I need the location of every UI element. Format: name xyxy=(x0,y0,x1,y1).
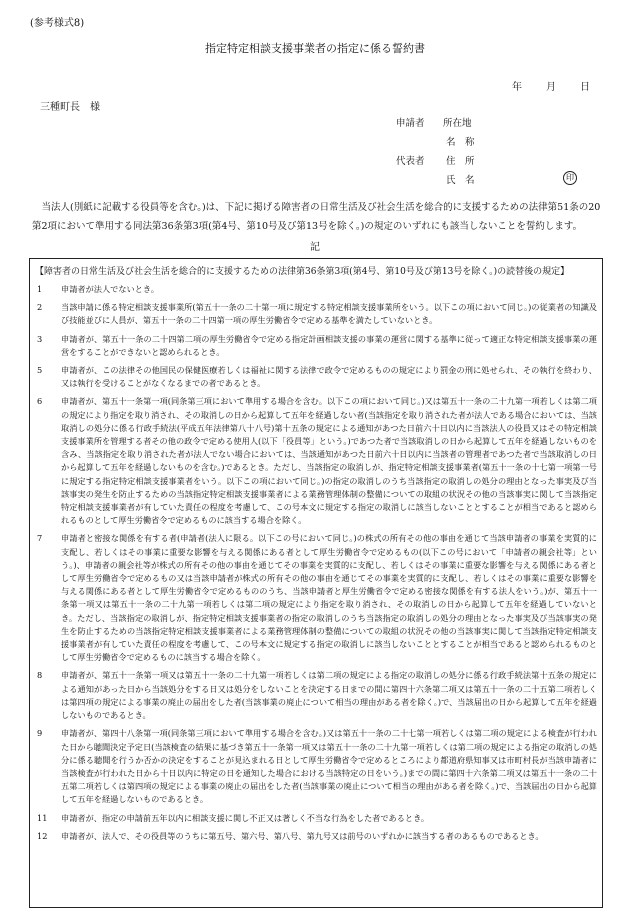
provision-item xyxy=(35,727,597,806)
provision-number: 1 xyxy=(37,284,43,294)
provision-number: 3 xyxy=(37,333,43,344)
form-number: (参考様式8) xyxy=(30,18,85,29)
provision-item xyxy=(35,532,597,664)
provision-number: 2 xyxy=(37,302,43,313)
date-year: 年 xyxy=(512,82,522,93)
date-line xyxy=(512,78,590,93)
provision-item xyxy=(35,364,597,390)
name-label: 名 称 xyxy=(446,137,475,148)
provision-item xyxy=(35,395,597,527)
provision-number: 8 xyxy=(37,670,43,681)
applicant-label: 申請者 xyxy=(396,118,425,129)
provision-text: 申請者が、第五十一条第一項(同条第三項において準用する場合を含む。以下この項において同じ。)又は第五十一条の二十九第一項若しくは第二項の規定により指定を取り消され、その取消しの日から起算して五年を経過しない者(当該指定を取り消された者が法人である場合においては、当該取消しの処分に係る行政手続法(平成五年法律第八十八号)第十五条の規定による通知があつた日前六十日以内に当該法人の役員又はその特定相談支援事業所を管理する者その他の政令で定める使用人(以下「役員等」という。)であつた者で当該取消しの日から起算して五年を経過しないものを含み、当該指定を取り消された者が法人でない場合においては、当該通知があつた日前六十日以内に当該者の管理者であつた者で当該取消しの日から起算して五年を経過しないものを含む。)であるとき。ただし、当該指定の取消しが、指定特定相談支援事業者(第五十一条の十七第一項第一号に規定する指定特定相談支援事業者をいう。以下この項において同じ。)の指定の取消しのうち当該指定の取消しの処分の理由となった事実及び当該事実の発生を防止するための当該指定特定相談支援事業者による業務管理体制の整備についての取組の状況その他の当該事実に関して当該指定特定相談支援事業者が有していた責任の程度を考慮して、この号本文に規定する指定の取消しに該当しないこととすることが相当であると認められるものとして厚生労働省令で定めるものに該当する場合を除く。 xyxy=(61,396,597,526)
provisions-list xyxy=(35,283,597,843)
document-title: 指定特定相談支援事業者の指定に係る誓約書 xyxy=(205,42,425,55)
provisions-header: 【障害者の日常生活及び社会生活を総合的に支援するための法律第36条第3項(第4号、第10号及び第13号を除く。)の読替後の規定】 xyxy=(35,267,570,277)
provision-item xyxy=(35,830,597,843)
date-day: 日 xyxy=(580,82,590,93)
representative-label: 代表者 xyxy=(396,156,425,167)
provision-text: 申請者が、第五十一条第一項又は第五十一条の二十九第一項若しくは第二項の規定による指定の取消しの処分に係る行政手続法第十五条の規定による通知があった日から当該処分をする日又は処分をしないことを決定する日までの間に第四十六条第二項又は第五十一条の二十五第二項若しくは第四項の規定による事業の廃止の届出をした者(当該事業の廃止について相当の理由がある者を除く。)で、当該届出の日から起算して五年を経過しないものであるとき。 xyxy=(61,670,597,721)
rep-address-label: 住 所 xyxy=(446,156,475,167)
provision-text: 申請者が、第四十八条第一項(同条第三項において準用する場合を含む。)又は第五十一条の二十七第一項若しくは第二項の規定による検査が行われた日から聴聞決定予定日(当該検査の結果に基づき第五十一条第一項又は第五十一条の二十九第一項若しくは第二項の規定による指定の取消しの処分に係る聴聞を行うか否かの決定をすることが見込まれる日として厚生労働省令で定めるところにより都道府県知事又は市町村長が当該申請者に当該検査が行われた日から十日以内に特定の日を通知した場合における当該特定の日をいう。)までの間に第四十六条第二項又は第五十一条の二十五第二項若しくは第四項の規定による事業の廃止の届出をした者(当該事業の廃止について相当の理由がある者を除く。)で、当該届出の日から起算して五年を経過しないものであるとき。 xyxy=(61,728,597,805)
provision-item xyxy=(35,812,597,825)
provision-number: 7 xyxy=(37,533,43,544)
provisions-box xyxy=(29,258,603,908)
seal-mark: 印 xyxy=(563,171,577,185)
pledge-statement: 当法人(別紙に記載する役員等を含む。)は、下記に掲げる障害者の日常生活及び社会生活を総合的に支援するための法律第51条の20第2項において準用する同法第36条第3項(第4号、第10号及び第13号を除く。)の規定のいずれにも該当しないことを誓約します。 xyxy=(32,202,601,232)
ki-heading: 記 xyxy=(310,242,320,253)
provision-item xyxy=(35,301,597,327)
provision-number: 6 xyxy=(37,396,43,407)
provision-item xyxy=(35,333,597,359)
rep-name-label: 氏 名 xyxy=(446,175,475,186)
provision-number: 12 xyxy=(37,830,48,841)
provision-text: 申請者が、この法律その他国民の保健医療若しくは福祉に関する法律で政令で定めるものの規定により罰金の刑に処せられ、その執行を終わり、又は執行を受けることがなくなるまでの者であるとき。 xyxy=(61,365,597,389)
provision-number: 11 xyxy=(37,812,48,823)
provision-item xyxy=(35,283,597,296)
addressee: 三種町長 様 xyxy=(40,102,100,113)
provision-text: 当該申請に係る特定相談支援事業所(第五十一条の二十第一項に規定する特定相談支援事業所をいう。以下この項において同じ。)の従業者の知識及び技能並びに人員が、第五十一条の二十四第一項の厚生労働省令で定める基準を満たしていないとき。 xyxy=(61,302,597,326)
provision-number: 9 xyxy=(37,728,43,739)
provision-text: 申請者が、第五十一条の二十四第二項の厚生労働省令で定める指定計画相談支援の事業の運営に関する基準に従って適正な特定相談支援事業の運営をすることができないと認められるとき。 xyxy=(61,333,597,357)
provision-text: 申請者が法人でないとき。 xyxy=(61,284,159,294)
provision-text: 申請者が、指定の申請前五年以内に相談支援に関し不正又は著しく不当な行為をした者であるとき。 xyxy=(61,812,430,823)
provision-text: 申請者が、法人で、その役員等のうちに第五号、第六号、第八号、第九号又は前号のいずれかに該当する者のあるものであるとき。 xyxy=(61,830,544,841)
address-label: 所在地 xyxy=(443,118,472,129)
date-month: 月 xyxy=(546,82,556,93)
provision-item xyxy=(35,669,597,722)
provision-text: 申請者と密接な関係を有する者(申請者(法人に限る。以下この号において同じ。)の株式の所有その他の事由を通じて当該申請者の事業を実質的に支配し、若しくはその事業に重要な影響を与える関係にある者として厚生労働省令で定めるもの(以下この号において「申請者の親会社等」という。)、申請者の親会社等が株式の所有その他の事由を通じてその事業を実質的に支配し、若しくはその事業に重要な影響を与える関係にある者として厚生労働省令で定めるもの又は当該申請者が株式の所有その他の事由を通じてその事業を実質的に支配し、若しくはその事業に重要な影響を与える関係にある者として厚生労働省令で定めるもののうち、当該申請者と厚生労働省令で定める密接な関係を有する法人をいう。)が、第五十一条第一項又は第五十一条の二十九第一項若しくは第二項の規定により指定を取り消され、その取消しの日から起算して五年を経過していないとき。ただし、当該指定の取消しが、指定特定相談支援事業者の指定の取消しのうち当該指定の取消しの処分の理由となった事実及び当該事実の発生を防止するための当該指定特定相談支援事業者による業務管理体制の整備についての取組の状況その他の当該事実に関して当該指定特定相談支援事業者が有していた責任の程度を考慮して、この号本文に規定する指定の取消しに該当しないこととすることが相当であると認められるものとして厚生労働省令で定めるものに該当する場合を除く。 xyxy=(61,533,597,663)
provision-number: 5 xyxy=(37,365,43,376)
